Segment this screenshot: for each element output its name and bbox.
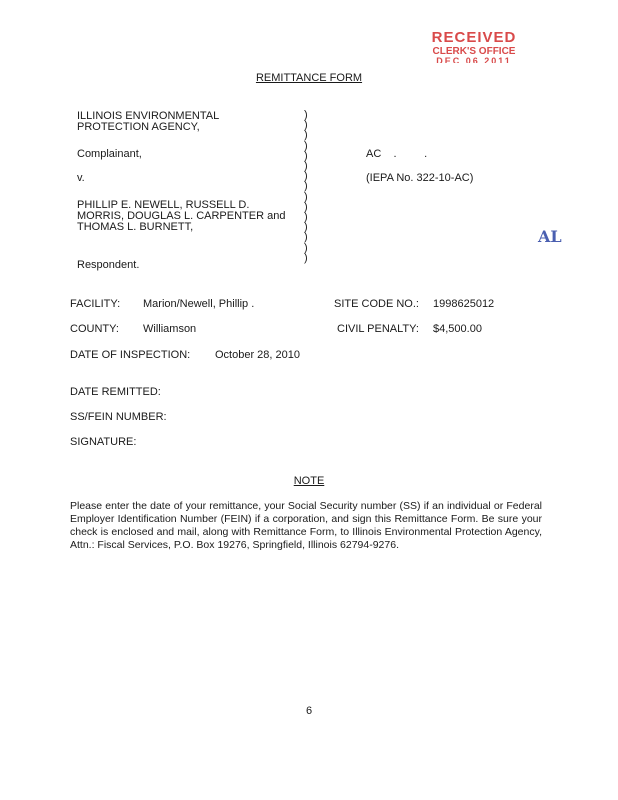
- ss-fein-label: SS/FEIN NUMBER:: [70, 411, 167, 423]
- received-stamp: [418, 30, 530, 63]
- inspection-date-value: October 28, 2010: [215, 349, 301, 361]
- respondents-line-3: THOMAS L. BURNETT,: [77, 221, 194, 233]
- margin-mark: AL: [538, 227, 562, 246]
- civil-penalty-label: CIVIL PENALTY:: [337, 323, 419, 335]
- facility-value: Marion/Newell, Phillip .: [143, 298, 255, 310]
- stamp-received: RECEIVED: [431, 29, 517, 46]
- agency-line-1: ILLINOIS ENVIRONMENTAL: [77, 110, 220, 122]
- page-number: 6: [305, 705, 313, 717]
- facility-label: FACILITY:: [70, 298, 121, 310]
- respondents-line-2: MORRIS, DOUGLAS L. CARPENTER and: [77, 210, 286, 222]
- respondents-line-1: PHILLIP E. NEWELL, RUSSELL D.: [77, 199, 250, 211]
- note-body: Please enter the date of your remittance, your Social Security number (SS) if an individual or Federal Employer Identification Number (FEIN) if a corporation, and sign this Remittance Form. Be sure your check is enclosed and mail, along with Remittance Form, to Illinois Environmental Protection Agency, Attn.: Fiscal Services, P.O. Box 19276, Springfield, Illinois 62794-9276.: [70, 500, 542, 551]
- respondent-label: Respondent.: [77, 259, 140, 271]
- stamp-date: DEC 06 2011: [436, 57, 512, 63]
- inspection-date-label: DATE OF INSPECTION:: [70, 349, 191, 361]
- county-value: Williamson: [143, 323, 197, 335]
- county-label: COUNTY:: [70, 323, 119, 335]
- caption-parentheses: ) ) ) ) ) ) ) ) ) ) ) ) ) ) ): [304, 109, 308, 264]
- form-title: REMITTANCE FORM: [255, 72, 363, 84]
- stamp-clerks-office: CLERK'S OFFICE: [432, 46, 516, 57]
- iepa-number: (IEPA No. 322-10-AC): [366, 172, 474, 184]
- agency-line-2: PROTECTION AGENCY,: [77, 121, 200, 133]
- site-code-label: SITE CODE NO.:: [334, 298, 419, 310]
- note-title: NOTE: [293, 475, 325, 487]
- civil-penalty-value: $4,500.00: [433, 323, 482, 335]
- signature-label: SIGNATURE:: [70, 436, 137, 448]
- versus-label: v.: [77, 172, 85, 184]
- complainant-label: Complainant,: [77, 148, 142, 160]
- site-code-value: 1998625012: [433, 298, 495, 310]
- case-number: AC . .: [366, 148, 428, 160]
- date-remitted-label: DATE REMITTED:: [70, 386, 161, 398]
